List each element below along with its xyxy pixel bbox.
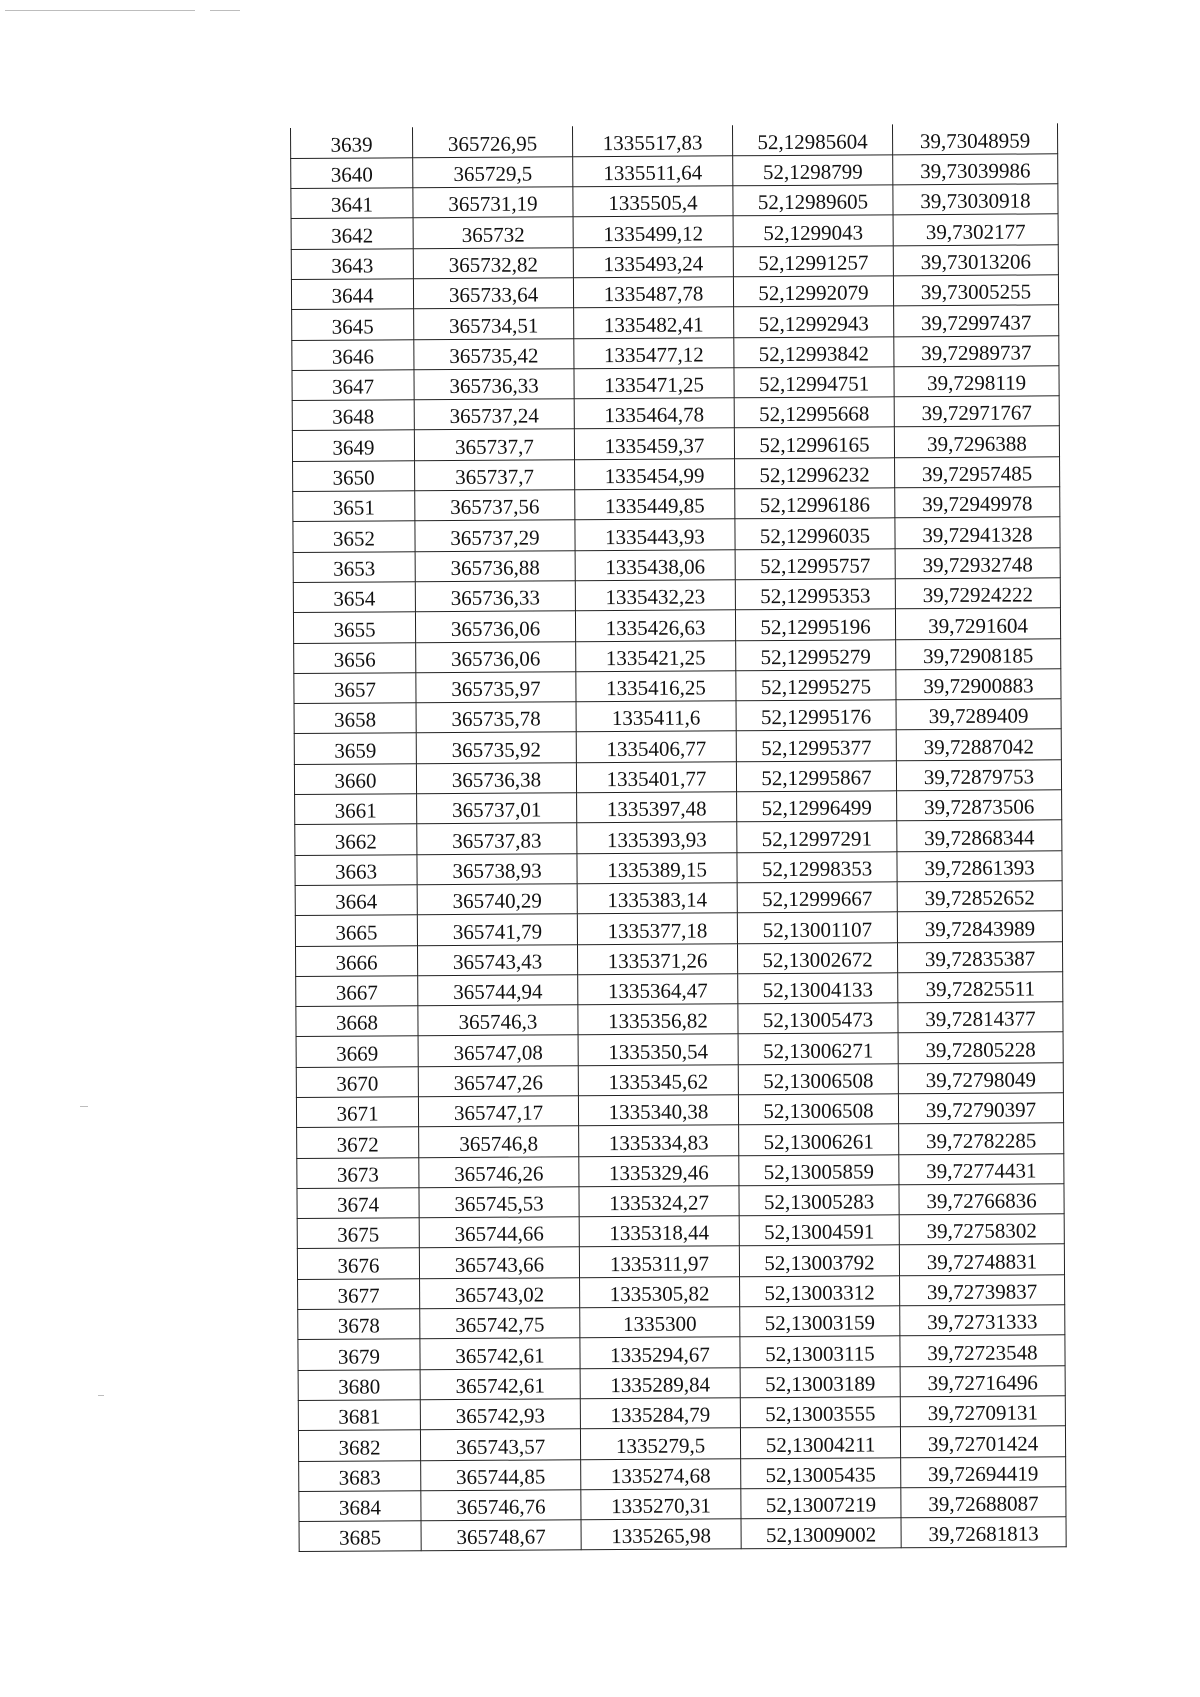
x-coordinate-cell: 365745,53 [419,1187,579,1218]
x-coordinate-cell: 365736,06 [415,611,575,642]
y-coordinate-cell: 1335383,14 [577,883,737,914]
point-number-cell: 3663 [295,854,417,885]
table-row [296,1093,1063,1128]
table-row [298,1305,1065,1340]
y-coordinate-cell: 1335454,99 [575,459,735,490]
x-coordinate-cell: 365738,93 [417,853,577,884]
y-coordinate-cell: 1335432,23 [575,580,735,611]
y-coordinate-cell: 1335464,78 [574,398,734,429]
point-number-cell: 3666 [295,945,417,976]
table-row [299,1517,1066,1552]
x-coordinate-cell: 365742,61 [420,1368,580,1399]
longitude-cell: 39,72782285 [899,1123,1064,1154]
longitude-cell: 39,72790397 [898,1093,1063,1124]
y-coordinate-cell: 1335505,4 [573,186,733,217]
latitude-cell: 52,13004591 [739,1215,899,1246]
longitude-cell: 39,73039986 [893,154,1058,185]
y-coordinate-cell: 1335471,25 [574,368,734,399]
longitude-cell: 39,72798049 [898,1062,1063,1093]
point-number-cell: 3639 [291,127,413,158]
longitude-cell: 39,72709131 [900,1396,1065,1427]
table-row [294,669,1061,704]
x-coordinate-cell: 365748,67 [421,1520,581,1551]
longitude-cell: 39,72739837 [900,1275,1065,1306]
x-coordinate-cell: 365741,79 [417,914,577,945]
point-number-cell: 3659 [294,733,416,764]
latitude-cell: 52,13003189 [740,1366,900,1397]
coordinates-table-body [291,123,1067,1552]
longitude-cell: 39,7296388 [894,426,1059,457]
latitude-cell: 52,12991257 [733,246,893,277]
y-coordinate-cell: 1335389,15 [577,852,737,883]
latitude-cell: 52,13006271 [738,1033,898,1064]
y-coordinate-cell: 1335401,77 [576,762,736,793]
x-coordinate-cell: 365742,61 [420,1338,580,1369]
y-coordinate-cell: 1335477,12 [574,337,734,368]
x-coordinate-cell: 365737,7 [414,429,574,460]
point-number-cell: 3679 [298,1339,420,1370]
y-coordinate-cell: 1335311,97 [579,1246,739,1277]
latitude-cell: 52,12999667 [737,882,897,913]
y-coordinate-cell: 1335340,38 [578,1095,738,1126]
longitude-cell: 39,72681813 [901,1517,1066,1548]
longitude-cell: 39,73005255 [893,275,1058,306]
latitude-cell: 52,12992079 [733,276,893,307]
table-row [292,335,1059,370]
table-row [291,123,1058,158]
table-row [295,911,1062,946]
latitude-cell: 52,13009002 [741,1518,901,1549]
longitude-cell: 39,72835387 [897,941,1062,972]
y-coordinate-cell: 1335443,93 [575,519,735,550]
x-coordinate-cell: 365746,3 [418,1005,578,1036]
table-row [292,305,1059,340]
longitude-cell: 39,72957485 [895,457,1060,488]
longitude-cell: 39,72774431 [899,1153,1064,1184]
table-row [296,972,1063,1007]
x-coordinate-cell: 365747,17 [418,1096,578,1127]
x-coordinate-cell: 365736,33 [414,369,574,400]
longitude-cell: 39,72971767 [894,396,1059,427]
point-number-cell: 3668 [296,1006,418,1037]
x-coordinate-cell: 365747,26 [418,1065,578,1096]
table-row [291,244,1058,279]
latitude-cell: 52,12996499 [737,791,897,822]
x-coordinate-cell: 365737,01 [417,793,577,824]
table-row [299,1487,1066,1522]
y-coordinate-cell: 1335270,31 [581,1489,741,1520]
y-coordinate-cell: 1335334,83 [579,1125,739,1156]
point-number-cell: 3674 [297,1188,419,1219]
longitude-cell: 39,72694419 [901,1456,1066,1487]
point-number-cell: 3646 [292,339,414,370]
point-number-cell: 3649 [292,430,414,461]
latitude-cell: 52,1298799 [733,155,893,186]
table-row [296,1062,1063,1097]
y-coordinate-cell: 1335371,26 [577,943,737,974]
latitude-cell: 52,12996165 [734,427,894,458]
latitude-cell: 52,12993842 [734,336,894,367]
x-coordinate-cell: 365729,5 [413,157,573,188]
point-number-cell: 3642 [291,218,413,249]
longitude-cell: 39,7289409 [896,699,1061,730]
y-coordinate-cell: 1335324,27 [579,1186,739,1217]
longitude-cell: 39,7302177 [893,214,1058,245]
y-coordinate-cell: 1335284,79 [580,1398,740,1429]
x-coordinate-cell: 365747,08 [418,1035,578,1066]
latitude-cell: 52,12995353 [735,579,895,610]
longitude-cell: 39,72843989 [897,911,1062,942]
table-row [292,366,1059,401]
table-row [294,699,1061,734]
table-row [291,275,1058,310]
longitude-cell: 39,7298119 [894,366,1059,397]
x-coordinate-cell: 365737,56 [415,490,575,521]
table-row [296,1032,1063,1067]
longitude-cell: 39,72723548 [900,1335,1065,1366]
y-coordinate-cell: 1335279,5 [580,1428,740,1459]
longitude-cell: 39,72900883 [896,669,1061,700]
longitude-cell: 39,72879753 [896,760,1061,791]
longitude-cell: 39,72766836 [899,1184,1064,1215]
scan-artifact [210,10,240,11]
y-coordinate-cell: 1335438,06 [575,549,735,580]
x-coordinate-cell: 365746,8 [419,1126,579,1157]
point-number-cell: 3685 [299,1521,421,1552]
point-number-cell: 3650 [293,461,415,492]
longitude-cell: 39,72688087 [901,1487,1066,1518]
table-row [294,729,1061,764]
longitude-cell: 39,72887042 [896,729,1061,760]
table-row [298,1396,1065,1431]
longitude-cell: 39,72941328 [895,517,1060,548]
point-number-cell: 3652 [293,521,415,552]
point-number-cell: 3645 [292,309,414,340]
table-row [295,820,1062,855]
x-coordinate-cell: 365743,57 [420,1429,580,1460]
point-number-cell: 3660 [294,763,416,794]
table-row [297,1123,1064,1158]
table-row [295,790,1062,825]
table-row [298,1275,1065,1310]
point-number-cell: 3641 [291,188,413,219]
point-number-cell: 3675 [297,1218,419,1249]
y-coordinate-cell: 1335493,24 [573,246,733,277]
point-number-cell: 3656 [294,642,416,673]
latitude-cell: 52,12995757 [735,548,895,579]
point-number-cell: 3678 [298,1309,420,1340]
latitude-cell: 52,13004211 [740,1427,900,1458]
longitude-cell: 39,72852652 [897,881,1062,912]
x-coordinate-cell: 365742,75 [420,1308,580,1339]
latitude-cell: 52,13003792 [739,1245,899,1276]
longitude-cell: 39,72716496 [900,1365,1065,1396]
point-number-cell: 3657 [294,673,416,704]
table-row [298,1335,1065,1370]
longitude-cell: 39,72748831 [899,1244,1064,1275]
longitude-cell: 39,73030918 [893,184,1058,215]
point-number-cell: 3658 [294,703,416,734]
x-coordinate-cell: 365736,33 [415,581,575,612]
table-row [297,1244,1064,1279]
longitude-cell: 39,72932748 [895,547,1060,578]
latitude-cell: 52,12995377 [736,730,896,761]
table-row [291,154,1058,189]
latitude-cell: 52,13006508 [738,1064,898,1095]
latitude-cell: 52,13007219 [741,1488,901,1519]
latitude-cell: 52,13003312 [740,1276,900,1307]
x-coordinate-cell: 365740,29 [417,884,577,915]
point-number-cell: 3671 [296,1097,418,1128]
table-row [298,1426,1065,1461]
x-coordinate-cell: 365746,76 [421,1490,581,1521]
scan-artifact [5,10,195,11]
table-row [296,1002,1063,1037]
table-row [293,547,1060,582]
x-coordinate-cell: 365731,19 [413,187,573,218]
point-number-cell: 3653 [293,551,415,582]
table-row [292,396,1059,431]
y-coordinate-cell: 1335329,46 [579,1155,739,1186]
table-row [295,941,1062,976]
latitude-cell: 52,13002672 [737,942,897,973]
point-number-cell: 3670 [296,1066,418,1097]
longitude-cell: 39,73048959 [892,123,1057,154]
y-coordinate-cell: 1335345,62 [578,1064,738,1095]
point-number-cell: 3664 [295,885,417,916]
x-coordinate-cell: 365737,7 [415,460,575,491]
x-coordinate-cell: 365737,83 [417,823,577,854]
y-coordinate-cell: 1335511,64 [573,156,733,187]
latitude-cell: 52,13003159 [740,1306,900,1337]
table-row [293,517,1060,552]
table-row [298,1365,1065,1400]
longitude-cell: 39,72814377 [898,1002,1063,1033]
point-number-cell: 3643 [291,248,413,279]
table-row [295,881,1062,916]
x-coordinate-cell: 365742,93 [420,1399,580,1430]
y-coordinate-cell: 1335377,18 [577,913,737,944]
longitude-cell: 39,72758302 [899,1214,1064,1245]
point-number-cell: 3667 [296,976,418,1007]
x-coordinate-cell: 365743,43 [417,944,577,975]
longitude-cell: 39,72873506 [897,790,1062,821]
table-row [293,487,1060,522]
latitude-cell: 52,12985604 [732,124,892,155]
y-coordinate-cell: 1335289,84 [580,1367,740,1398]
latitude-cell: 52,13001107 [737,912,897,943]
point-number-cell: 3665 [295,915,417,946]
longitude-cell: 39,72989737 [894,335,1059,366]
longitude-cell: 39,72949978 [895,487,1060,518]
table-row [293,608,1060,643]
longitude-cell: 39,72924222 [895,578,1060,609]
y-coordinate-cell: 1335421,25 [576,640,736,671]
x-coordinate-cell: 365743,02 [420,1278,580,1309]
y-coordinate-cell: 1335265,98 [581,1519,741,1550]
x-coordinate-cell: 365735,42 [414,338,574,369]
latitude-cell: 52,12995279 [736,639,896,670]
point-number-cell: 3682 [298,1430,420,1461]
point-number-cell: 3669 [296,1036,418,1067]
y-coordinate-cell: 1335416,25 [576,671,736,702]
longitude-cell: 39,7291604 [895,608,1060,639]
longitude-cell: 39,73013206 [893,244,1058,275]
y-coordinate-cell: 1335397,48 [577,792,737,823]
latitude-cell: 52,13003555 [740,1397,900,1428]
latitude-cell: 52,12992943 [734,306,894,337]
x-coordinate-cell: 365744,66 [419,1217,579,1248]
x-coordinate-cell: 365744,94 [418,975,578,1006]
table-row [291,214,1058,249]
point-number-cell: 3655 [293,612,415,643]
latitude-cell: 52,12996035 [735,518,895,549]
latitude-cell: 52,12995867 [736,761,896,792]
y-coordinate-cell: 1335482,41 [574,307,734,338]
x-coordinate-cell: 365746,26 [419,1156,579,1187]
point-number-cell: 3677 [298,1279,420,1310]
table-row [297,1153,1064,1188]
coordinates-table [290,123,1067,1552]
scan-artifact [80,1106,88,1107]
table-row [297,1214,1064,1249]
table-row [297,1184,1064,1219]
latitude-cell: 52,13005283 [739,1185,899,1216]
longitude-cell: 39,72731333 [900,1305,1065,1336]
y-coordinate-cell: 1335350,54 [578,1034,738,1065]
y-coordinate-cell: 1335356,82 [578,1004,738,1035]
x-coordinate-cell: 365733,64 [413,278,573,309]
table-row [294,638,1061,673]
latitude-cell: 52,13003115 [740,1336,900,1367]
table-row [292,426,1059,461]
x-coordinate-cell: 365743,66 [419,1247,579,1278]
longitude-cell: 39,72701424 [900,1426,1065,1457]
point-number-cell: 3651 [293,491,415,522]
latitude-cell: 52,13004133 [738,973,898,1004]
latitude-cell: 52,13005435 [741,1457,901,1488]
y-coordinate-cell: 1335364,47 [578,974,738,1005]
table-row [293,578,1060,613]
x-coordinate-cell: 365732,82 [413,247,573,278]
longitude-cell: 39,72805228 [898,1032,1063,1063]
y-coordinate-cell: 1335487,78 [573,277,733,308]
point-number-cell: 3647 [292,370,414,401]
latitude-cell: 52,12998353 [737,851,897,882]
y-coordinate-cell: 1335305,82 [580,1277,740,1308]
latitude-cell: 52,12994751 [734,367,894,398]
x-coordinate-cell: 365736,88 [415,550,575,581]
point-number-cell: 3683 [299,1460,421,1491]
table-row [299,1456,1066,1491]
y-coordinate-cell: 1335449,85 [575,489,735,520]
point-number-cell: 3648 [292,400,414,431]
longitude-cell: 39,72908185 [896,638,1061,669]
point-number-cell: 3654 [293,582,415,613]
x-coordinate-cell: 365735,92 [416,732,576,763]
y-coordinate-cell: 1335406,77 [576,731,736,762]
y-coordinate-cell: 1335499,12 [573,216,733,247]
y-coordinate-cell: 1335274,68 [581,1458,741,1489]
scan-artifact [98,1395,104,1396]
y-coordinate-cell: 1335393,93 [577,822,737,853]
latitude-cell: 52,12995668 [734,397,894,428]
x-coordinate-cell: 365736,06 [416,641,576,672]
y-coordinate-cell: 1335459,37 [574,428,734,459]
point-number-cell: 3644 [291,279,413,310]
table-row [294,760,1061,795]
latitude-cell: 52,13006508 [738,1094,898,1125]
point-number-cell: 3673 [297,1157,419,1188]
table-row [293,457,1060,492]
longitude-cell: 39,72868344 [897,820,1062,851]
point-number-cell: 3662 [295,824,417,855]
y-coordinate-cell: 1335318,44 [579,1216,739,1247]
x-coordinate-cell: 365744,85 [421,1459,581,1490]
latitude-cell: 52,12996186 [735,488,895,519]
point-number-cell: 3640 [291,158,413,189]
x-coordinate-cell: 365734,51 [414,308,574,339]
table-row [295,850,1062,885]
longitude-cell: 39,72997437 [894,305,1059,336]
y-coordinate-cell: 1335426,63 [575,610,735,641]
latitude-cell: 52,12997291 [737,821,897,852]
y-coordinate-cell: 1335294,67 [580,1337,740,1368]
x-coordinate-cell: 365737,24 [414,399,574,430]
latitude-cell: 52,12995196 [735,609,895,640]
latitude-cell: 52,13005473 [738,1003,898,1034]
point-number-cell: 3681 [298,1400,420,1431]
latitude-cell: 52,13005859 [739,1154,899,1185]
longitude-cell: 39,72861393 [897,850,1062,881]
y-coordinate-cell: 1335517,83 [572,125,732,156]
latitude-cell: 52,12989605 [733,185,893,216]
point-number-cell: 3676 [297,1248,419,1279]
latitude-cell: 52,13006261 [739,1124,899,1155]
latitude-cell: 52,12996232 [735,458,895,489]
x-coordinate-cell: 365726,95 [412,126,572,157]
x-coordinate-cell: 365732 [413,217,573,248]
point-number-cell: 3684 [299,1491,421,1522]
x-coordinate-cell: 365736,38 [416,762,576,793]
point-number-cell: 3672 [297,1127,419,1158]
latitude-cell: 52,12995275 [736,670,896,701]
longitude-cell: 39,72825511 [898,972,1063,1003]
x-coordinate-cell: 365737,29 [415,520,575,551]
y-coordinate-cell: 1335411,6 [576,701,736,732]
point-number-cell: 3680 [298,1369,420,1400]
point-number-cell: 3661 [295,794,417,825]
latitude-cell: 52,1299043 [733,215,893,246]
table-row [291,184,1058,219]
x-coordinate-cell: 365735,97 [416,672,576,703]
x-coordinate-cell: 365735,78 [416,702,576,733]
y-coordinate-cell: 1335300 [580,1307,740,1338]
latitude-cell: 52,12995176 [736,700,896,731]
